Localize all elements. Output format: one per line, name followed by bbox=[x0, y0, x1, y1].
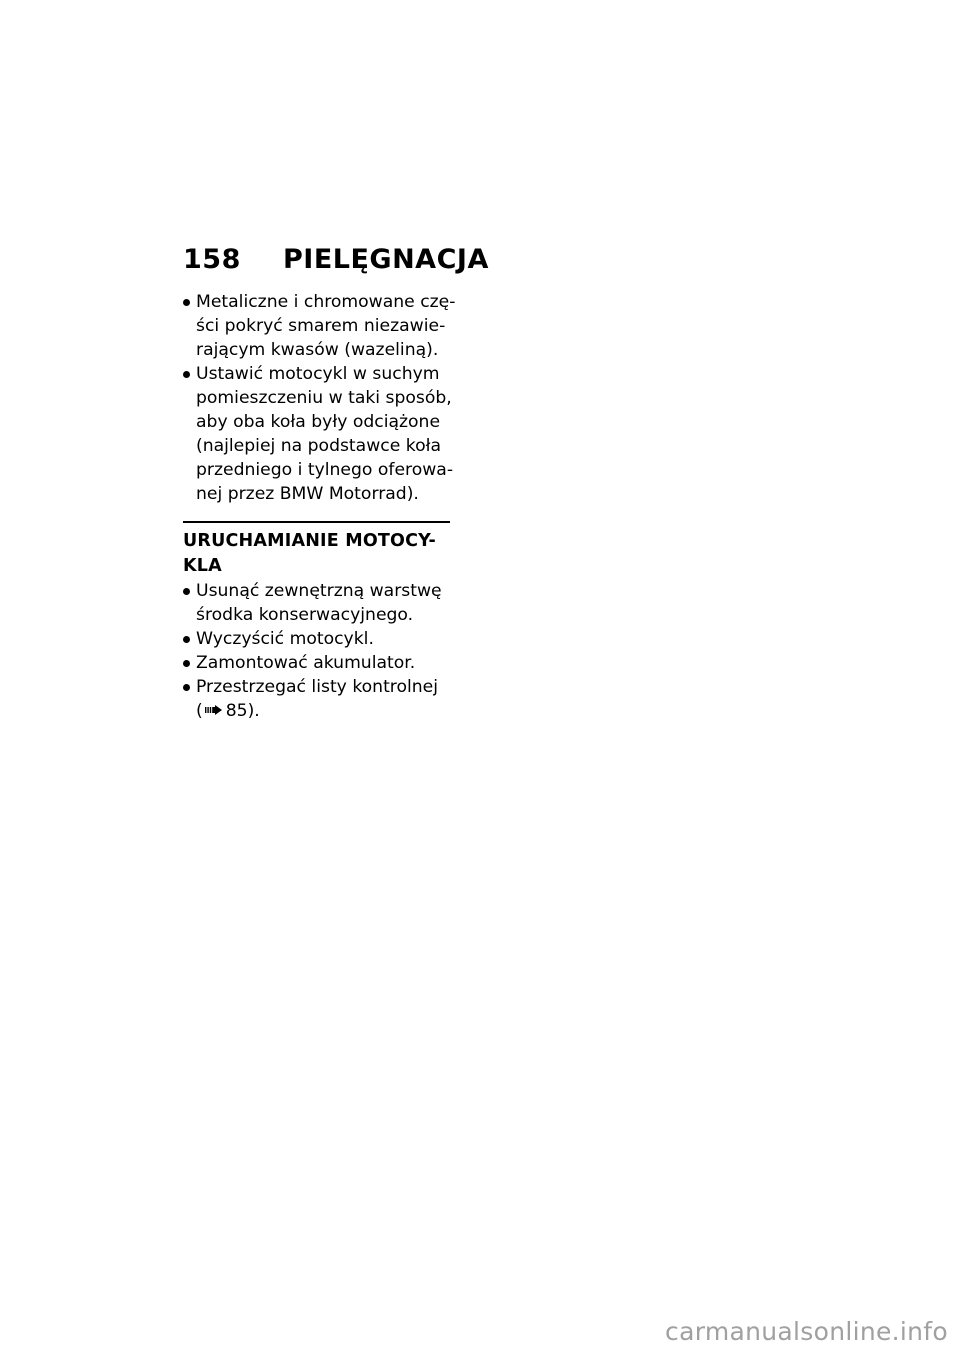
list-item-line: Przestrzegać listy kontrolnej bbox=[196, 677, 439, 697]
bullet-icon bbox=[183, 660, 190, 667]
list-item-line: Wyczyścić motocykl. bbox=[196, 629, 374, 649]
bullet-icon bbox=[183, 299, 190, 306]
reference-open-paren: ( bbox=[196, 701, 203, 721]
list-item-line: Metaliczne i chromowane czę- bbox=[196, 292, 456, 312]
list-item-line: (najlepiej na podstawce koła bbox=[196, 436, 442, 456]
section-heading-line: URUCHAMIANIE MOTOCY- bbox=[183, 531, 436, 551]
list-item-line: rającym kwasów (wazeliną). bbox=[196, 340, 439, 360]
list-item bbox=[183, 651, 458, 675]
bullet-icon bbox=[183, 371, 190, 378]
list-item-line: nej przez BMW Motorrad). bbox=[196, 484, 419, 504]
bullet-icon bbox=[183, 636, 190, 643]
page-reference[interactable] bbox=[196, 699, 458, 723]
list-item-line: Zamontować akumulator. bbox=[196, 653, 416, 673]
watermark: carmanualsonline.info bbox=[665, 1317, 948, 1346]
list-item-line: ści pokryć smarem niezawie- bbox=[196, 316, 446, 336]
page-content bbox=[183, 290, 458, 723]
page-title: PIELĘGNACJA bbox=[283, 244, 489, 275]
section-divider bbox=[183, 521, 450, 523]
list-item-line: środka konserwacyjnego. bbox=[196, 605, 414, 625]
arrow-reference-icon bbox=[205, 705, 223, 715]
list-item-line: pomieszczeniu w taki sposób, bbox=[196, 388, 452, 408]
list-item bbox=[183, 290, 458, 362]
page-header bbox=[183, 240, 489, 280]
bullet-icon bbox=[183, 588, 190, 595]
list-item-line: przedniego i tylnego oferowa- bbox=[196, 460, 454, 480]
list-item bbox=[183, 579, 458, 627]
reference-page-number: 85). bbox=[225, 701, 260, 721]
maintenance-list bbox=[183, 290, 458, 506]
section-heading bbox=[183, 529, 458, 579]
list-item bbox=[183, 627, 458, 651]
list-item-line: Ustawić motocykl w suchym bbox=[196, 364, 440, 384]
section-heading-line: KLA bbox=[183, 556, 222, 576]
bullet-icon bbox=[183, 684, 190, 691]
page-number: 158 bbox=[183, 244, 241, 275]
list-item bbox=[183, 675, 458, 723]
startup-list bbox=[183, 579, 458, 723]
list-item-line: Usunąć zewnętrzną warstwę bbox=[196, 581, 442, 601]
list-item-line: aby oba koła były odciążone bbox=[196, 412, 441, 432]
list-item bbox=[183, 362, 458, 506]
